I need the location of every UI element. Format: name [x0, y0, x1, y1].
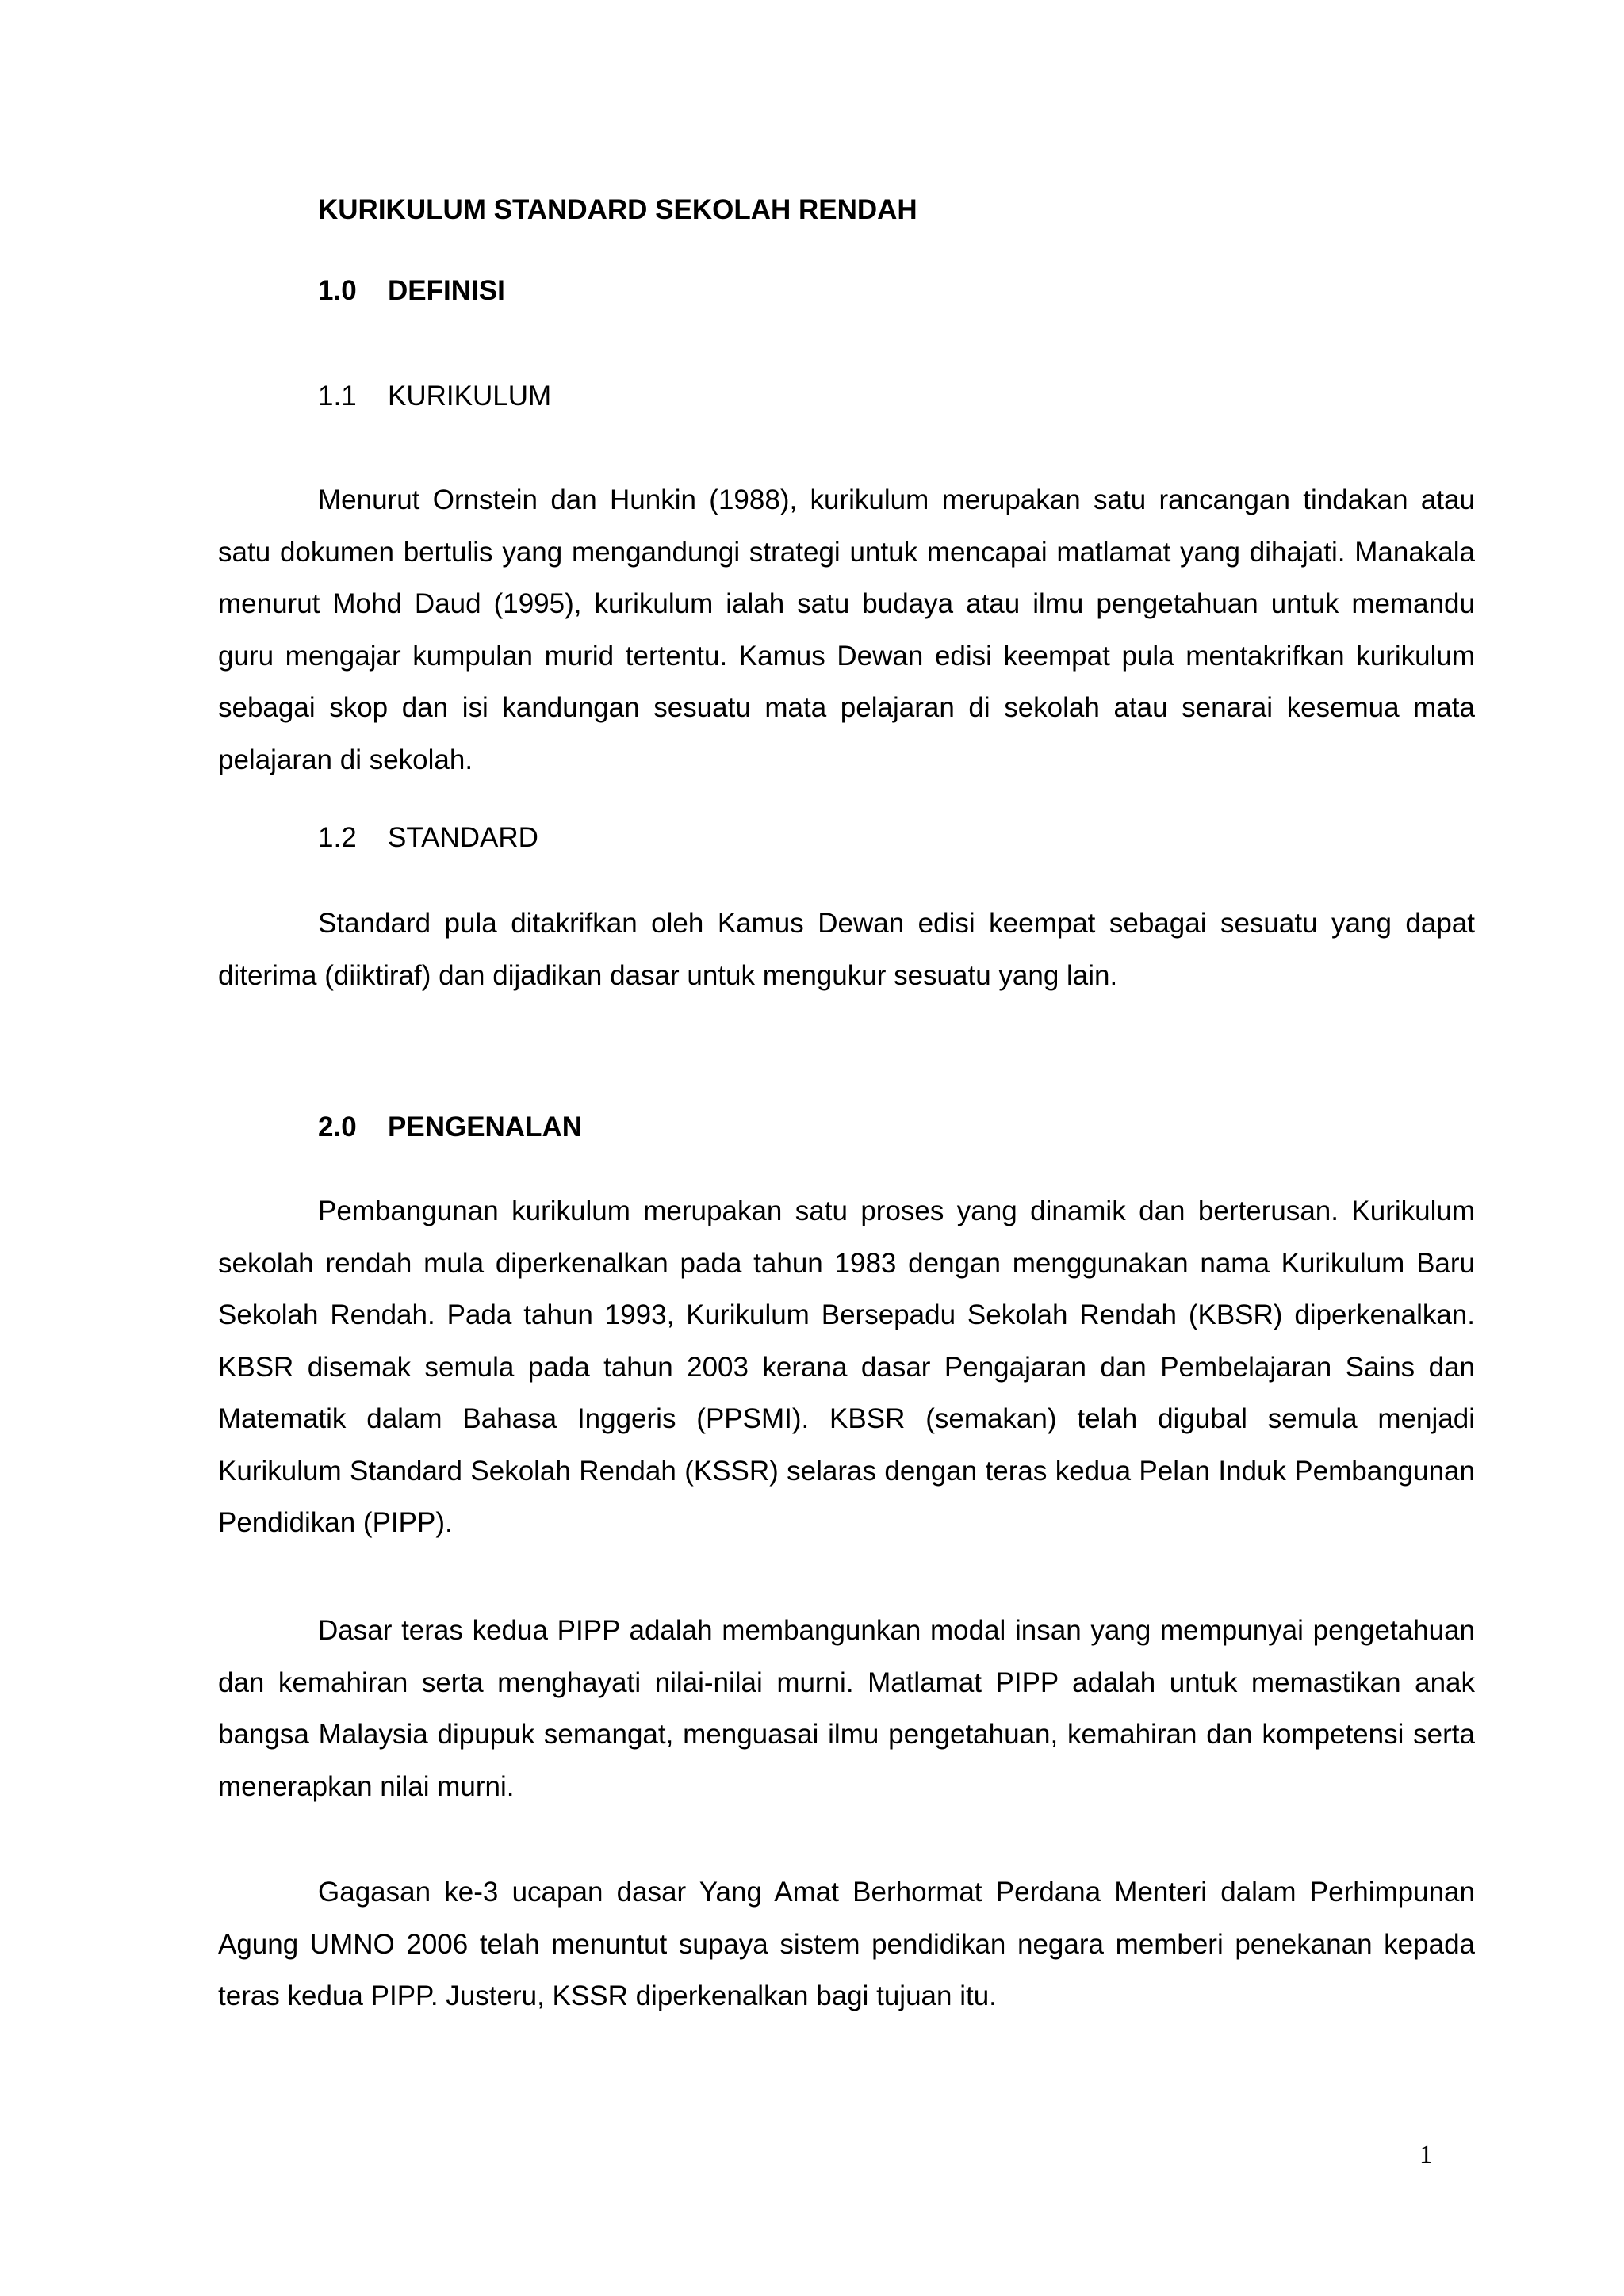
page-number: 1: [1419, 2141, 1433, 2169]
paragraph-pengenalan-1: Pembangunan kurikulum merupakan satu proses yang dinamik dan berterusan. Kurikulum sekolah rendah mula diperkenalkan pada tahun 1983 dengan menggunakan nama Kurikulum Baru Sekolah Rendah. Pada tahun 1993, Kurikulum Bersepadu Sekolah Rendah (KBSR) diperkenalkan. KBSR disemak semula pada tahun 2003 kerana dasar Pengajaran dan Pembelajaran Sains dan Matematik dalam Bahasa Inggeris (PPSMI). KBSR (semakan) telah digubal semula menjadi Kurikulum Standard Sekolah Rendah (KSSR) selaras dengan teras kedua Pelan Induk Pembangunan Pendidikan (PIPP).: [218, 1196, 1475, 1538]
subsection-heading-kurikulum: [318, 379, 551, 414]
subsection-heading-standard: [318, 821, 538, 855]
section-title: DEFINISI: [388, 275, 505, 306]
section-number: 1.0: [318, 275, 357, 306]
paragraph-definisi-kurikulum: Menurut Ornstein dan Hunkin (1988), kurikulum merupakan satu rancangan tindakan atau satu dokumen bertulis yang mengandungi strategi untuk mencapai matlamat yang dihajati. Manakala menurut Mohd Daud (1995), kurikulum ialah satu budaya atau ilmu pengetahuan untuk memandu guru mengajar kumpulan murid tertentu. Kamus Dewan edisi keempat pula mentakrifkan kurikulum sebagai skop dan isi kandungan sesuatu mata pelajaran di sekolah atau senarai kesemua mata pelajaran di sekolah.: [218, 484, 1475, 775]
document-title: KURIKULUM STANDARD SEKOLAH RENDAH: [318, 194, 917, 225]
paragraph-definisi-standard: Standard pula ditakrifkan oleh Kamus Dewan edisi keempat sebagai sesuatu yang dapat diterima (diiktiraf) dan dijadikan dasar untuk mengukur sesuatu yang lain.: [218, 908, 1475, 991]
paragraph-pengenalan-3: Gagasan ke-3 ucapan dasar Yang Amat Berhormat Perdana Menteri dalam Perhimpunan Agung UMNO 2006 telah menuntut supaya sistem pendidikan negara memberi penekanan kepada teras kedua PIPP. Justeru, KSSR diperkenalkan bagi tujuan itu.: [218, 1877, 1475, 2011]
subsection-title: KURIKULUM: [388, 381, 552, 411]
section-heading-definisi: [318, 274, 505, 308]
subsection-title: STANDARD: [388, 822, 538, 853]
paragraph-pengenalan-2: Dasar teras kedua PIPP adalah membangunkan modal insan yang mempunyai pengetahuan dan kemahiran serta menghayati nilai-nilai murni. Matlamat PIPP adalah untuk memastikan anak bangsa Malaysia dipupuk semangat, menguasai ilmu pengetahuan, kemahiran dan kompetensi serta menerapkan nilai murni.: [218, 1615, 1475, 1802]
section-title: PENGENALAN: [388, 1112, 583, 1142]
section-heading-pengenalan: [318, 1110, 582, 1145]
subsection-number: 1.2: [318, 822, 357, 853]
section-number: 2.0: [318, 1112, 357, 1142]
subsection-number: 1.1: [318, 381, 357, 411]
